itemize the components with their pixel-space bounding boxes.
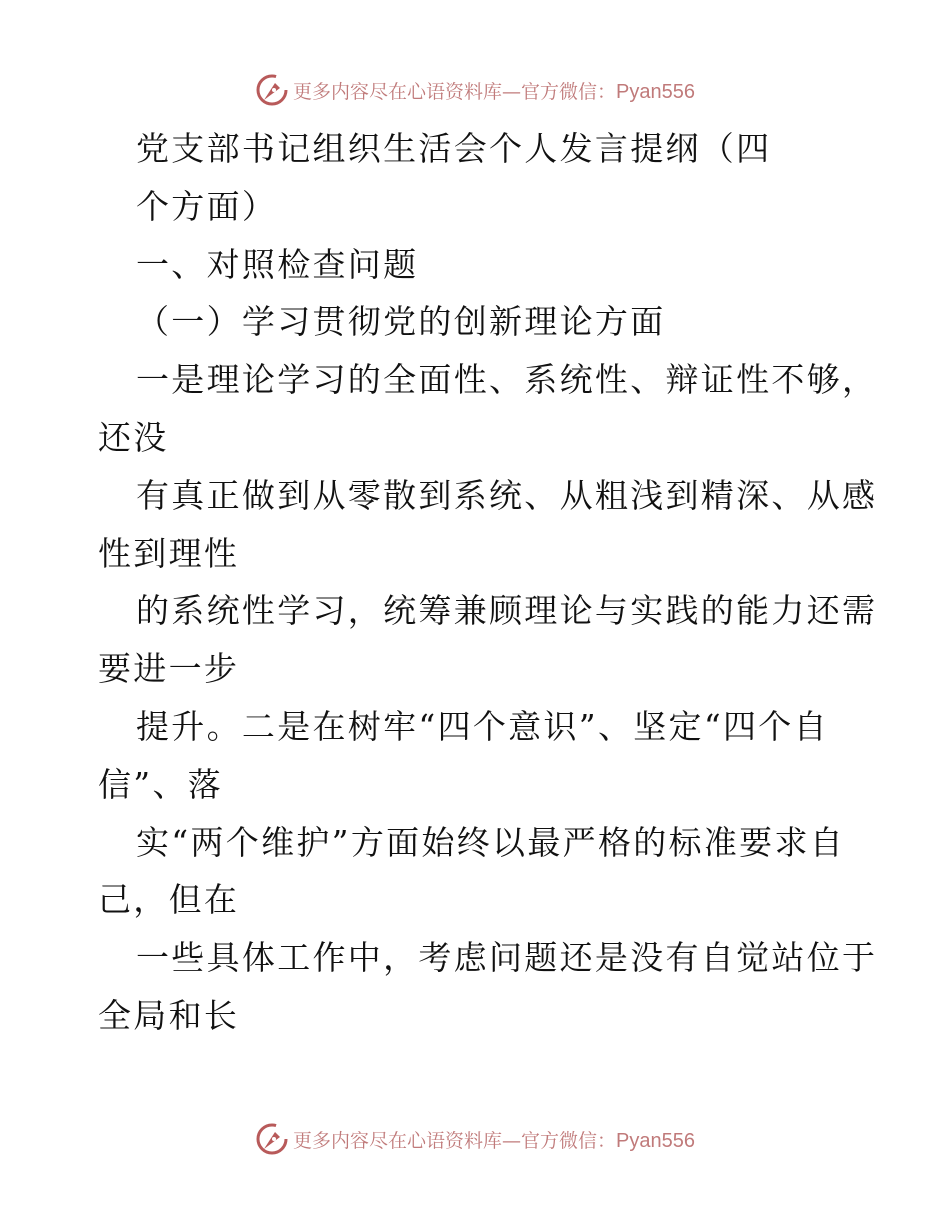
text-line: （一）学习贯彻党的创新理论方面 bbox=[136, 302, 666, 342]
text-line: 全局和长 bbox=[98, 995, 240, 1035]
text-line: 一、对照检查问题 bbox=[136, 244, 419, 284]
pen-nib-logo-icon bbox=[255, 73, 289, 107]
text-line: 一些具体工作中，考虑问题还是没有自觉站位于 bbox=[136, 938, 878, 978]
text-line: 实“两个维护”方面始终以最严格的标准要求自 bbox=[136, 822, 846, 862]
footer-banner-text: 更多内容尽在心语资料库—官方微信：Pyan556 bbox=[293, 1129, 695, 1152]
text-line: 党支部书记组织生活会个人发言提纲（四 bbox=[136, 129, 772, 168]
text-line: 性到理性 bbox=[98, 533, 240, 573]
document-body bbox=[98, 120, 878, 1045]
text-line: 的系统性学习，统筹兼顾理论与实践的能力还需 bbox=[136, 591, 878, 631]
text-line: 还没 bbox=[98, 417, 169, 457]
text-line: 个方面） bbox=[136, 186, 278, 226]
text-line: 己，但在 bbox=[98, 880, 240, 920]
text-line: 有真正做到从零散到系统、从粗浅到精深、从感 bbox=[136, 475, 878, 515]
text-line: 信”、落 bbox=[98, 764, 224, 804]
footer-banner bbox=[0, 1119, 950, 1159]
text-line: 要进一步 bbox=[98, 649, 240, 689]
pen-nib-logo-icon bbox=[255, 1122, 289, 1156]
header-banner bbox=[0, 70, 950, 110]
text-line: 一是理论学习的全面性、系统性、辩证性不够， bbox=[136, 360, 878, 400]
header-banner-text: 更多内容尽在心语资料库—官方微信：Pyan556 bbox=[293, 80, 695, 103]
text-line: 提升。二是在树牢“四个意识”、坚定“四个自 bbox=[136, 706, 829, 746]
